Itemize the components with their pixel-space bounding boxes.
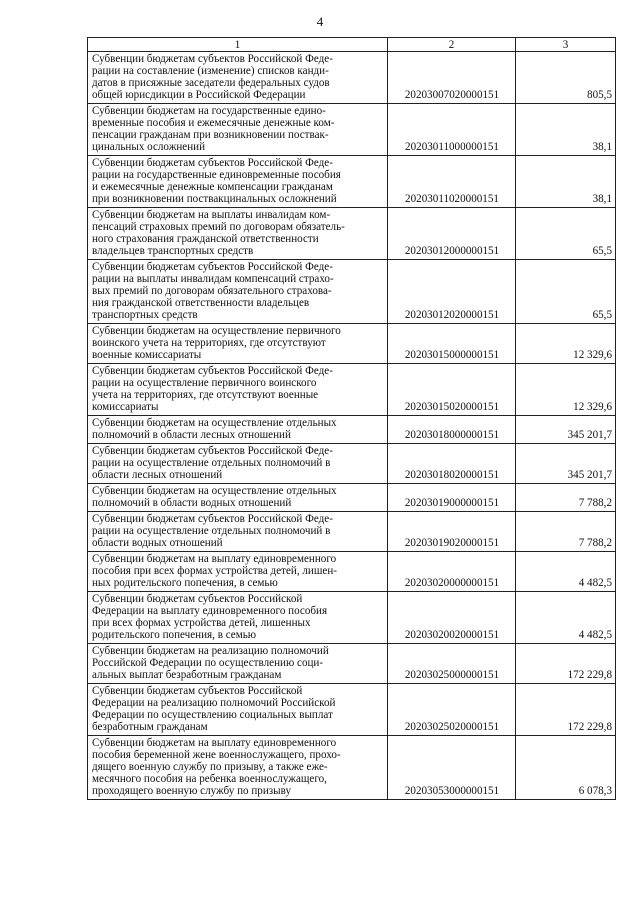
table-row [88, 52, 616, 104]
row-description: Субвенции бюджетам на осуществление отдельных полномочий в области водных отношений [88, 484, 388, 512]
table-row [88, 156, 616, 208]
table-row [88, 592, 616, 644]
subventions-table [87, 37, 616, 800]
row-code: 20203025000000151 [388, 644, 516, 684]
row-amount: 65,5 [516, 260, 616, 324]
row-amount: 65,5 [516, 208, 616, 260]
row-description: Субвенции бюджетам субъектов Российской Феде- рации на осуществление отдельных полномочий в области лесных отношений [88, 444, 388, 484]
row-amount: 38,1 [516, 156, 616, 208]
row-amount: 345 201,7 [516, 416, 616, 444]
table-row [88, 260, 616, 324]
row-description: Субвенции бюджетам на выплату единовременного пособия беременной жене военнослужащего, прохо- дящего военную службу по призыву, а также еже- месячного пособия на ребенка военнослужащего, проходящего военную службу по призыву [88, 736, 388, 800]
row-code: 20203011000000151 [388, 104, 516, 156]
page-number: 4 [316, 14, 324, 29]
row-description: Субвенции бюджетам субъектов Российской Федерации на реализацию полномочий Российской Федерации по осуществлению социальных выплат безработным гражданам [88, 684, 388, 736]
row-code: 20203015000000151 [388, 324, 516, 364]
row-amount: 4 482,5 [516, 592, 616, 644]
row-code: 20203019020000151 [388, 512, 516, 552]
row-code: 20203018020000151 [388, 444, 516, 484]
table-row [88, 644, 616, 684]
table-row [88, 104, 616, 156]
column-header-2: 2 [388, 38, 516, 52]
table-row [88, 736, 616, 800]
row-amount: 805,5 [516, 52, 616, 104]
table-header-row [88, 38, 616, 52]
row-amount: 172 229,8 [516, 684, 616, 736]
row-code: 20203015020000151 [388, 364, 516, 416]
row-description: Субвенции бюджетам субъектов Российской Феде- рации на осуществление первичного воинского учета на территориях, где отсутствуют военные комиссариаты [88, 364, 388, 416]
row-code: 20203020020000151 [388, 592, 516, 644]
row-amount: 12 329,6 [516, 324, 616, 364]
table-row [88, 484, 616, 512]
row-amount: 7 788,2 [516, 484, 616, 512]
row-code: 20203012020000151 [388, 260, 516, 324]
table-row [88, 324, 616, 364]
row-description: Субвенции бюджетам на государственные едино- временные пособия и ежемесячные денежные ком- пенсации гражданам при возникновении поствак- цинальных осложнений [88, 104, 388, 156]
row-amount: 172 229,8 [516, 644, 616, 684]
row-code: 20203012000000151 [388, 208, 516, 260]
row-code: 20203019000000151 [388, 484, 516, 512]
row-description: Субвенции бюджетам на выплаты инвалидам ком- пенсаций страховых премий по договорам обязатель- ного страхования гражданской ответственности владельцев транспортных средств [88, 208, 388, 260]
row-amount: 7 788,2 [516, 512, 616, 552]
table-row [88, 364, 616, 416]
row-amount: 6 078,3 [516, 736, 616, 800]
row-code: 20203011020000151 [388, 156, 516, 208]
row-description: Субвенции бюджетам на реализацию полномочий Российской Федерации по осуществлению соци- альных выплат безработным гражданам [88, 644, 388, 684]
table-row [88, 512, 616, 552]
row-code: 20203018000000151 [388, 416, 516, 444]
column-header-3: 3 [516, 38, 616, 52]
row-amount: 38,1 [516, 104, 616, 156]
column-header-1: 1 [88, 38, 388, 52]
row-code: 20203053000000151 [388, 736, 516, 800]
row-code: 20203007020000151 [388, 52, 516, 104]
row-amount: 345 201,7 [516, 444, 616, 484]
table-row [88, 208, 616, 260]
row-description: Субвенции бюджетам субъектов Российской Феде- рации на осуществление отдельных полномочий в области водных отношений [88, 512, 388, 552]
table-row [88, 552, 616, 592]
row-code: 20203025020000151 [388, 684, 516, 736]
row-description: Субвенции бюджетам на осуществление отдельных полномочий в области лесных отношений [88, 416, 388, 444]
row-description: Субвенции бюджетам субъектов Российской Феде- рации на выплаты инвалидам компенсаций страхо- вых премий по договорам обязательного страхова- ния гражданской ответственности владельцев транспортных средств [88, 260, 388, 324]
row-amount: 12 329,6 [516, 364, 616, 416]
table-row [88, 444, 616, 484]
row-code: 20203020000000151 [388, 552, 516, 592]
row-amount: 4 482,5 [516, 552, 616, 592]
table-row [88, 416, 616, 444]
row-description: Субвенции бюджетам на выплату единовременного пособия при всех формах устройства детей, лишен- ных родительского попечения, в семью [88, 552, 388, 592]
row-description: Субвенции бюджетам субъектов Российской Федерации на выплату единовременного пособия при всех формах устройства детей, лишенных родительского попечения, в семью [88, 592, 388, 644]
row-description: Субвенции бюджетам субъектов Российской Феде- рации на составление (изменение) списков канди- датов в присяжные заседатели федеральных судов общей юрисдикции в Российской Федерации [88, 52, 388, 104]
row-description: Субвенции бюджетам субъектов Российской Феде- рации на государственные единовременные пособия и ежемесячные денежные компенсации гражданам при возникновении поствакцинальных осложнений [88, 156, 388, 208]
table-row [88, 684, 616, 736]
row-description: Субвенции бюджетам на осуществление первичного воинского учета на территориях, где отсутствуют военные комиссариаты [88, 324, 388, 364]
